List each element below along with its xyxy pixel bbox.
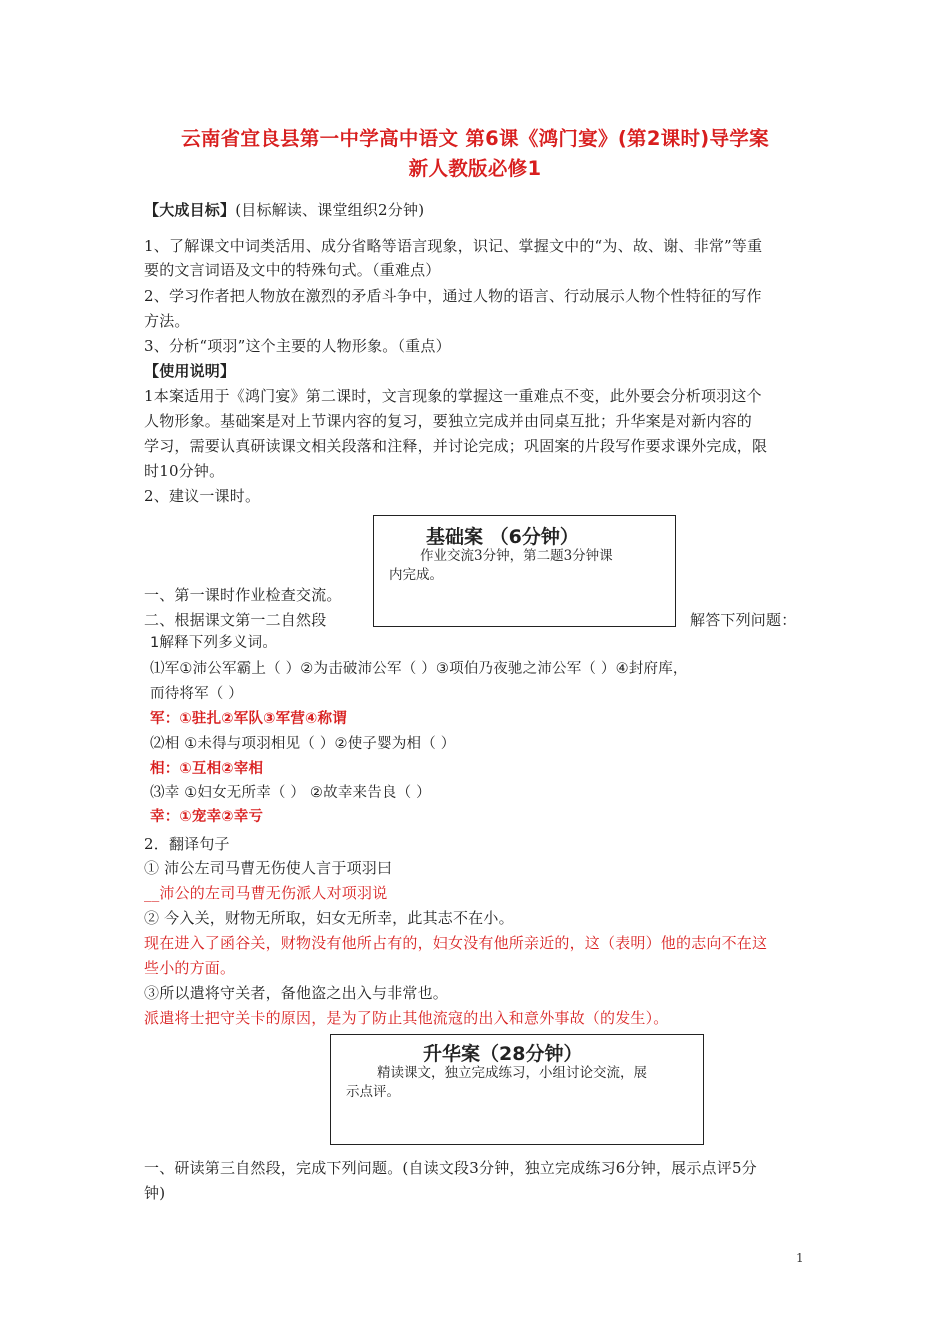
usage-p1-line3: 学习，需要认真研读课文相关段落和注释，并讨论完成；巩固案的片段写作要求课外完成，限 (144, 437, 768, 455)
polysemy-jun-line1: ⑴军①沛公军霸上（ ）②为击破沛公军（ ）③项伯乃夜驰之沛公军（ ）④封府库， (150, 661, 688, 677)
advanced-section-title: 升华案（28分钟） (423, 1043, 583, 1065)
polysemy-jun-line2: 而待将军（ ） (150, 686, 244, 702)
translation-2: ② 今入关，财物无所取，妇女无所幸，此其志不在小。 (144, 909, 514, 927)
translation-1: ① 沛公左司马曹无伤使人言于项羽曰 (144, 859, 393, 877)
basic-section-note-line1: 作业交流3分钟，第二题3分钟课 (420, 548, 613, 564)
polysemy-xiang-line: ⑵相 ①未得与项羽相见（ ）②使子婴为相（ ） (150, 736, 456, 752)
translation-question: 2．翻译句子 (144, 835, 230, 853)
goal-item-2-line2: 方法。 (144, 312, 190, 330)
usage-p2: 2、建议一课时。 (144, 487, 261, 505)
advanced-s1-line1: 一、研读第三自然段，完成下列问题。(自读文段3分钟，独立完成练习6分钟，展示点评5分 (144, 1159, 757, 1177)
usage-p1-line1: 1本案适用于《鸿门宴》第二课时，文言现象的掌握这一重难点不变，此外要会分析项羽这个 (144, 387, 762, 405)
translation-2-answer-line2: 些小的方面。 (144, 959, 236, 977)
goals-heading-note: (目标解读、课堂组织2分钟) (235, 201, 425, 219)
basic-section-box (373, 515, 676, 627)
goal-item-1-line1: 1、了解课文中词类活用、成分省略等语言现象，识记、掌握文中的“为、故、谢、非常”等重 (144, 237, 763, 255)
document-title-line1: 云南省宜良县第一中学高中语文 第6课《鸿门宴》(第2课时)导学案 (181, 127, 769, 150)
goal-item-1-line2: 要的文言词语及文中的特殊句式。（重难点） (144, 261, 441, 279)
basic-s1: 一、第一课时作业检查交流。 (144, 586, 342, 604)
basic-s2-left: 二、根据课文第一二自然段 (144, 611, 327, 629)
polysemy-question: 1解释下列多义词。 (150, 635, 278, 651)
page-number: 1 (796, 1251, 804, 1265)
document-title-line2: 新人教版必修1 (408, 157, 542, 180)
polysemy-xing-line: ⑶幸 ①妇女无所幸（ ） ②故幸来告良（ ） (150, 785, 431, 801)
translation-3: ③所以遣将守关者，备他盗之出入与非常也。 (144, 984, 449, 1002)
goal-item-2-line1: 2、学习作者把人物放在激烈的矛盾斗争中，通过人物的语言、行动展示人物个性特征的写作 (144, 287, 762, 305)
advanced-section-note-line2: 示点评。 (346, 1084, 400, 1100)
translation-3-answer: 派遣将士把守关卡的原因，是为了防止其他流寇的出入和意外事故（的发生）。 (144, 1009, 669, 1027)
usage-p1-line2: 人物形象。基础案是对上节课内容的复习，要独立完成并由同桌互批；升华案是对新内容的 (144, 412, 753, 430)
polysemy-xing-answer: 幸：①宠幸②幸亏 (150, 809, 264, 825)
goals-heading: 【大成目标】 (144, 201, 236, 219)
basic-section-title: 基础案 （6分钟） (426, 526, 579, 548)
advanced-s1-line2: 钟) (144, 1184, 166, 1202)
basic-s2-right: 解答下列问题： (690, 611, 797, 629)
basic-section-note-line2: 内完成。 (389, 567, 443, 583)
advanced-section-note-line1: 精读课文，独立完成练习，小组讨论交流，展 (377, 1065, 647, 1081)
goal-item-3: 3、分析“项羽”这个主要的人物形象。（重点） (144, 337, 451, 355)
usage-heading: 【使用说明】 (144, 362, 236, 380)
usage-p1-line4: 时10分钟。 (144, 462, 225, 480)
translation-2-answer-line1: 现在进入了函谷关，财物没有他所占有的，妇女没有他所亲近的，这（表明）他的志向不在这 (144, 934, 768, 952)
advanced-section-box (330, 1034, 704, 1145)
goals-heading-row (144, 200, 424, 220)
polysemy-jun-answer: 军：①驻扎②军队③军营④称谓 (150, 711, 347, 727)
polysemy-xiang-answer: 相：①互相②宰相 (150, 761, 264, 777)
translation-1-answer: __沛公的左司马曹无伤派人对项羽说 (144, 884, 388, 902)
